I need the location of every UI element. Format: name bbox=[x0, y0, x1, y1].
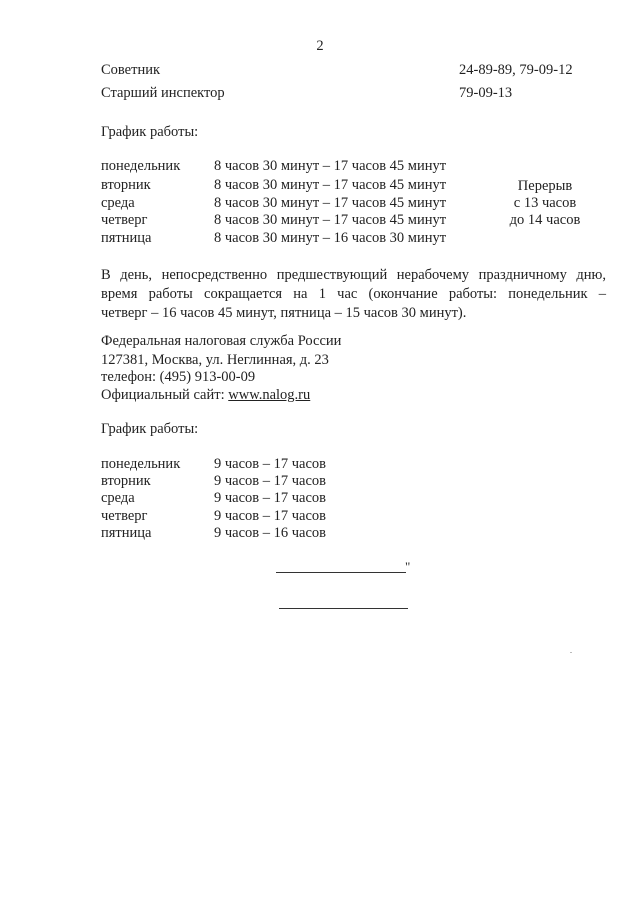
fns-name: Федеральная налоговая служба России bbox=[101, 333, 342, 349]
fns-site-label: Официальный сайт: bbox=[101, 387, 229, 403]
fns-site-link[interactable]: www.nalog.ru bbox=[228, 387, 311, 403]
holiday-note bbox=[101, 266, 606, 323]
schedule-2-day: среда bbox=[101, 490, 135, 506]
schedule-1-day: вторник bbox=[101, 177, 151, 193]
schedule-1-time: 8 часов 30 минут – 17 часов 45 минут bbox=[214, 158, 447, 174]
break-info bbox=[490, 178, 600, 229]
schedule-1-time: 8 часов 30 минут – 17 часов 45 минут bbox=[214, 195, 447, 211]
schedule-1-day: пятница bbox=[101, 230, 152, 246]
contact-position-inspector: Старший инспектор bbox=[101, 85, 225, 101]
signature-mark: " bbox=[405, 559, 411, 574]
break-start: с 13 часов bbox=[513, 195, 577, 211]
schedule-1-time: 8 часов 30 минут – 16 часов 30 минут bbox=[214, 230, 447, 246]
contact-position-advisor: Советник bbox=[101, 62, 161, 78]
schedule-1-day: четверг bbox=[101, 212, 148, 228]
fns-address: 127381, Москва, ул. Неглинная, д. 23 bbox=[101, 352, 329, 368]
contact-phones-advisor: 24-89-89, 79-09-12 bbox=[459, 62, 573, 78]
holiday-note-line: время работы сокращается на 1 час (окончание работы: понедельник – bbox=[101, 286, 606, 302]
break-title: Перерыв bbox=[517, 178, 573, 194]
schedule-1-time: 8 часов 30 минут – 17 часов 45 минут bbox=[214, 177, 447, 193]
signature-line-2 bbox=[279, 608, 408, 609]
holiday-note-line: четверг – 16 часов 45 минут, пятница – 15 часов 30 минут). bbox=[101, 305, 467, 321]
schedule-2-day: четверг bbox=[101, 508, 148, 524]
schedule-2-time: 9 часов – 17 часов bbox=[214, 473, 327, 489]
schedule-1-time: 8 часов 30 минут – 17 часов 45 минут bbox=[214, 212, 447, 228]
break-end: до 14 часов bbox=[509, 212, 581, 228]
page-number: 2 bbox=[316, 38, 324, 54]
schedule-1-day: понедельник bbox=[101, 158, 181, 174]
scan-speck bbox=[570, 652, 572, 653]
schedule-2-time: 9 часов – 16 часов bbox=[214, 525, 327, 541]
contact-phones-inspector: 79-09-13 bbox=[459, 85, 513, 101]
schedule-2-day: пятница bbox=[101, 525, 152, 541]
fns-site bbox=[101, 387, 310, 404]
schedule-2-day: вторник bbox=[101, 473, 151, 489]
schedule-2-heading: График работы: bbox=[101, 421, 199, 437]
schedule-2-day: понедельник bbox=[101, 456, 181, 472]
schedule-2-time: 9 часов – 17 часов bbox=[214, 490, 327, 506]
schedule-1-day: среда bbox=[101, 195, 135, 211]
signature-line-1 bbox=[276, 572, 406, 573]
schedule-1-heading: График работы: bbox=[101, 124, 199, 140]
holiday-note-line: В день, непосредственно предшествующий нерабочему праздничному дню, bbox=[101, 267, 606, 283]
schedule-2-time: 9 часов – 17 часов bbox=[214, 456, 327, 472]
fns-phone: телефон: (495) 913-00-09 bbox=[101, 369, 256, 385]
schedule-2-time: 9 часов – 17 часов bbox=[214, 508, 327, 524]
